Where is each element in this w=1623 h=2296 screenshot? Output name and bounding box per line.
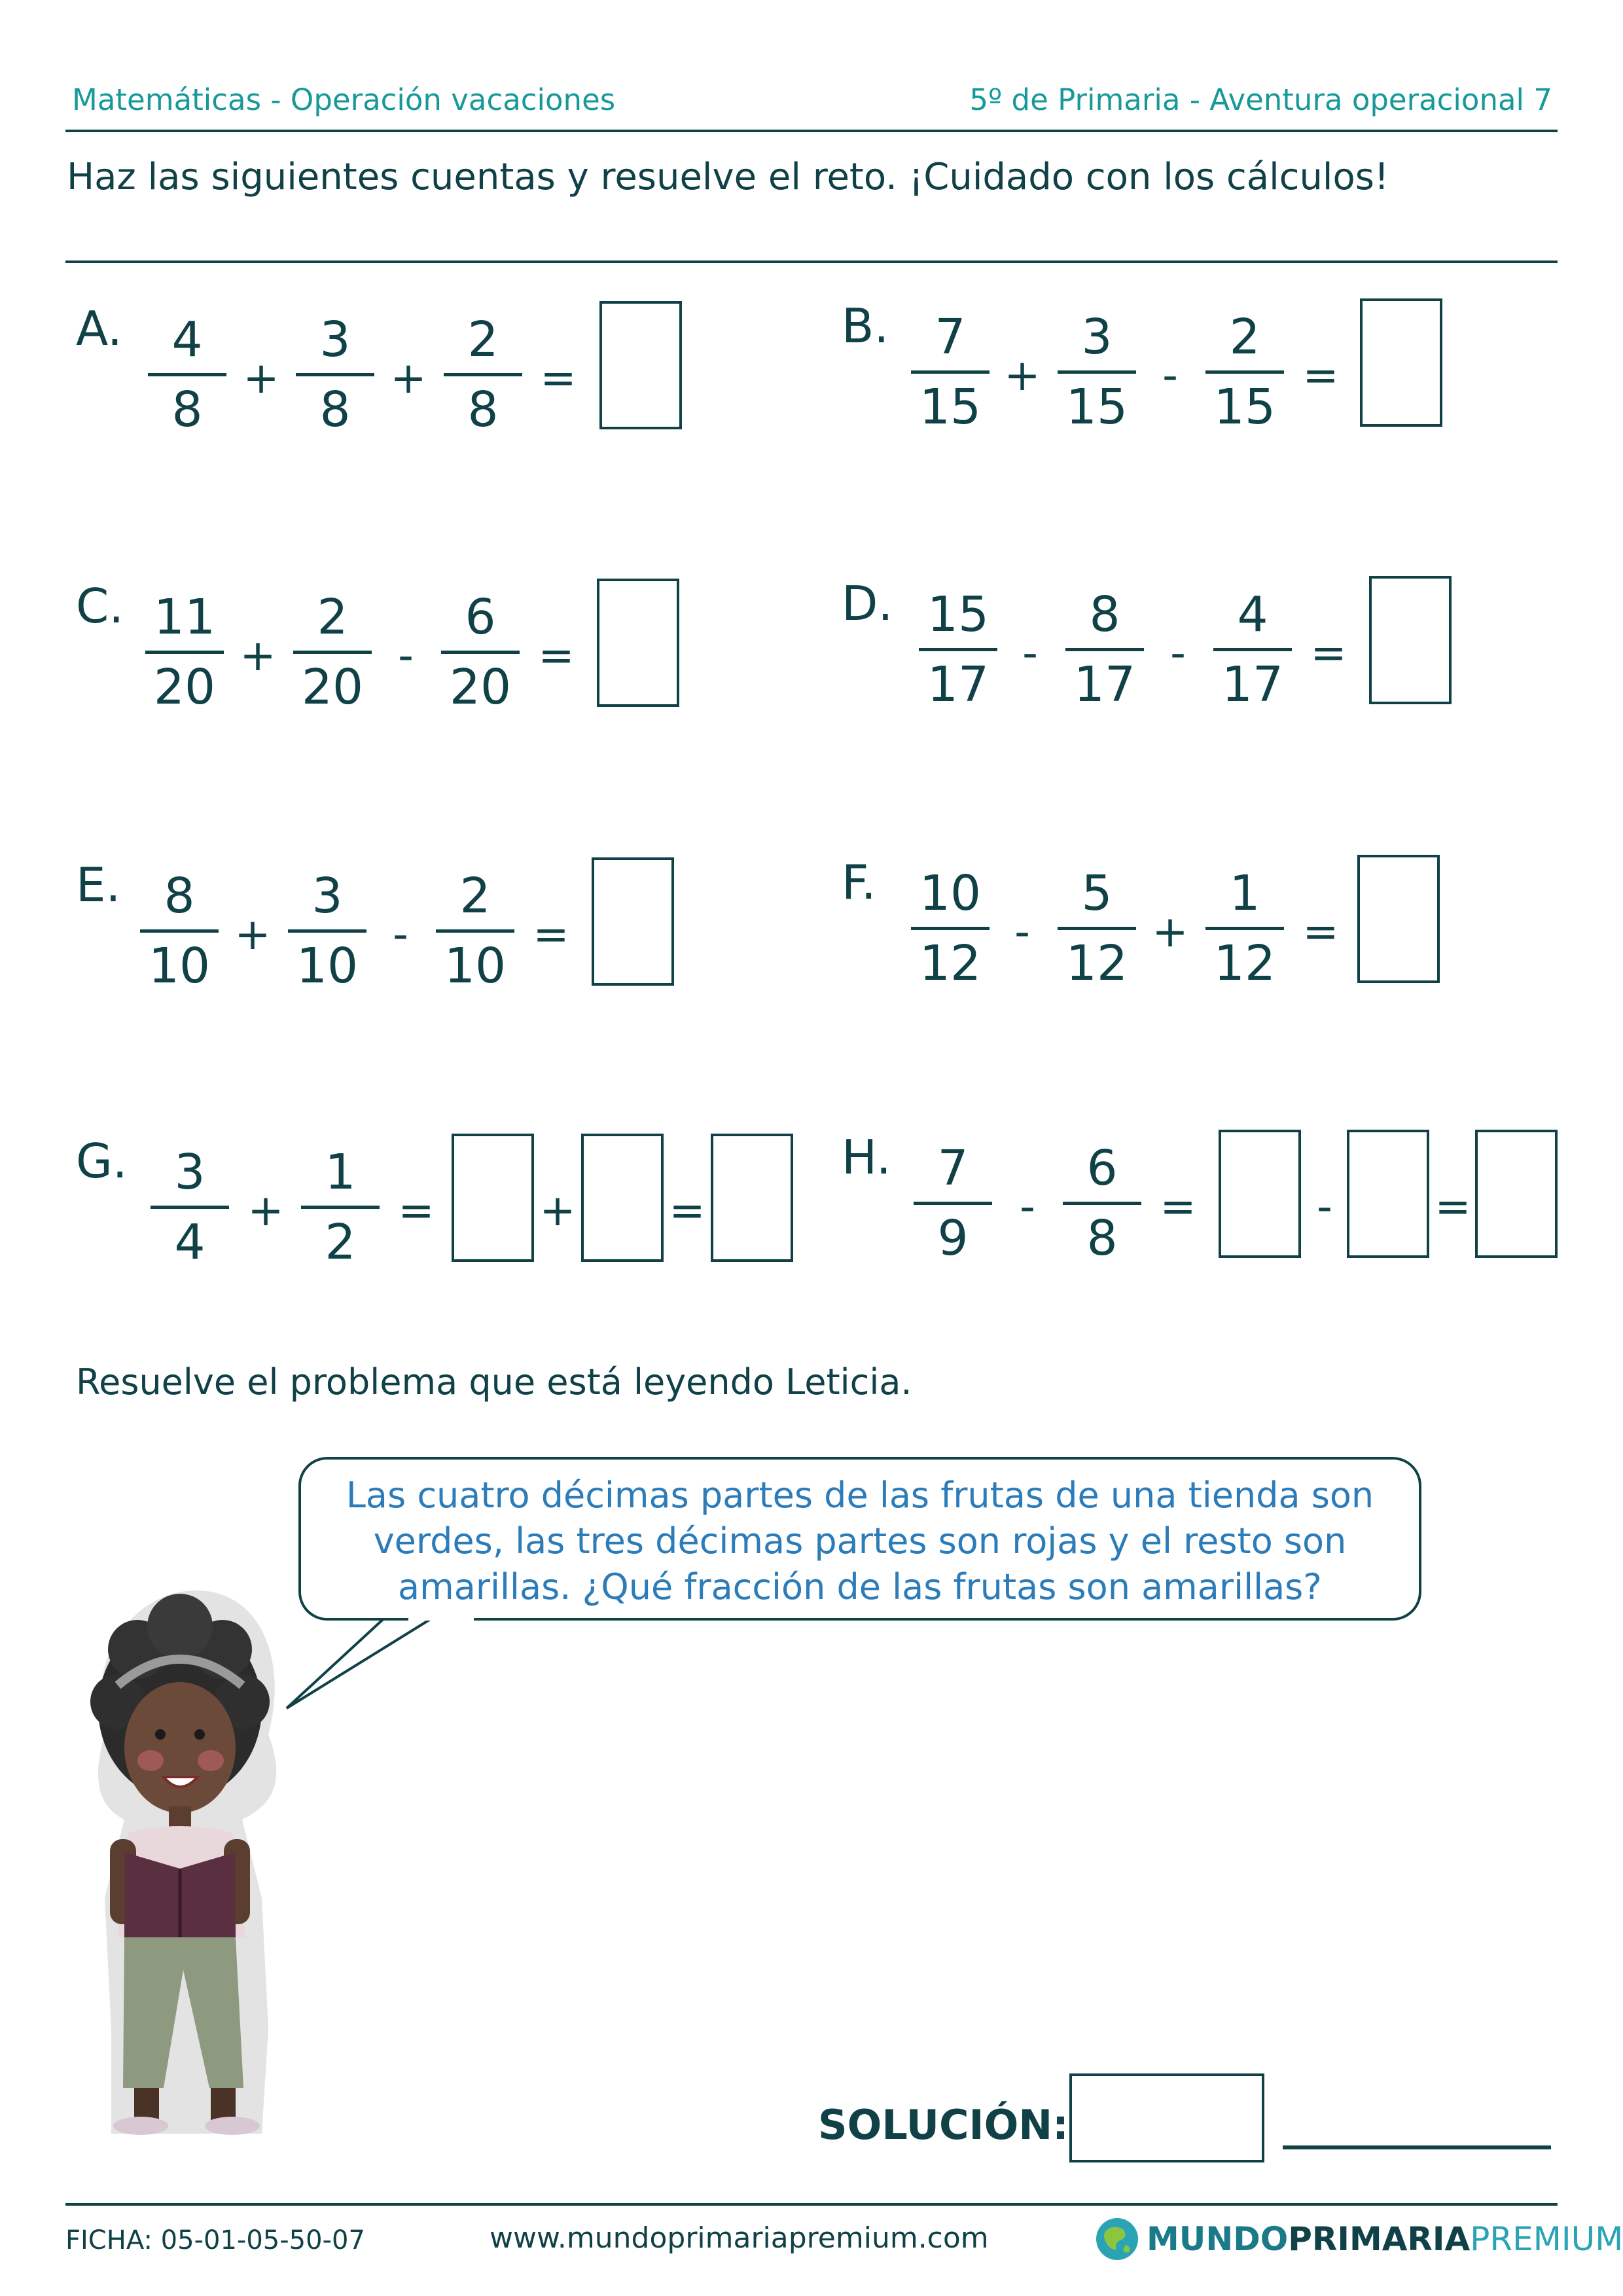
operator: - [1162, 350, 1178, 401]
operator: - [1170, 628, 1186, 678]
fraction: 1 2 [301, 1144, 380, 1270]
operator: - [1317, 1181, 1332, 1232]
operator: - [398, 630, 414, 681]
operator: - [1022, 628, 1038, 678]
answer-box[interactable] [452, 1134, 534, 1262]
equals-sign: = [533, 909, 569, 960]
solution-label: SOLUCIÓN: [818, 2101, 1069, 2149]
exercise-e [76, 857, 704, 1014]
operator: - [1020, 1181, 1035, 1232]
fraction: 2 15 [1205, 309, 1284, 435]
fraction: 3 4 [151, 1144, 229, 1270]
exercise-label: E. [76, 857, 121, 912]
problem-line-3: amarillas. ¿Qué fracción de las frutas son amarillas? [398, 1566, 1322, 1607]
exercise-f [842, 855, 1470, 1012]
operator: + [1004, 350, 1041, 401]
fraction: 4 8 [148, 312, 226, 438]
fraction: 6 20 [441, 589, 520, 715]
equals-sign: = [398, 1185, 435, 1236]
fraction: 2 8 [444, 312, 522, 438]
answer-box[interactable] [1369, 576, 1452, 704]
header-rule [65, 130, 1558, 132]
footer-rule [65, 2203, 1558, 2206]
exercise-g [76, 1134, 802, 1291]
header-left: Matemáticas - Operación vacaciones [72, 82, 616, 117]
answer-box[interactable] [592, 857, 674, 986]
answer-box[interactable] [581, 1134, 664, 1262]
equals-sign: = [1435, 1181, 1471, 1232]
exercise-label: G. [76, 1134, 128, 1189]
bubble-join [408, 1613, 474, 1621]
equals-sign: = [538, 630, 575, 681]
exercise-b [842, 298, 1470, 456]
fraction: 11 20 [145, 589, 224, 715]
operator: + [390, 353, 427, 403]
fraction: 15 17 [919, 586, 997, 713]
exercise-d [842, 576, 1470, 733]
fraction: 8 17 [1065, 586, 1144, 713]
instructions-rule [65, 260, 1558, 263]
operator: - [1014, 906, 1030, 957]
answer-box[interactable] [597, 579, 679, 707]
exercise-label: C. [76, 579, 124, 634]
fraction: 7 9 [914, 1140, 992, 1266]
operator: + [247, 1185, 284, 1236]
answer-box[interactable] [1219, 1130, 1301, 1258]
solution-box[interactable] [1069, 2073, 1264, 2162]
answer-box[interactable] [1357, 855, 1440, 983]
website-url: www.mundoprimariapremium.com [490, 2221, 989, 2255]
equals-sign: = [1310, 628, 1347, 678]
answer-box[interactable] [599, 301, 682, 429]
equals-sign: = [1302, 906, 1339, 957]
exercise-label: H. [842, 1130, 891, 1185]
fraction: 2 20 [293, 589, 372, 715]
operator: - [393, 909, 408, 960]
problem-line-2: verdes, las tres décimas partes son rojas y el resto son [373, 1520, 1347, 1562]
brand-primaria: PRIMARIA [1288, 2220, 1471, 2258]
operator: + [539, 1185, 576, 1236]
globe-logo-icon [1094, 2216, 1140, 2262]
exercise-label: F. [842, 855, 876, 910]
fraction: 7 15 [911, 309, 990, 435]
ficha-code: FICHA: 05-01-05-50-07 [65, 2225, 365, 2255]
instructions: Haz las siguientes cuentas y resuelve el reto. ¡Cuidado con los cálculos! [67, 156, 1389, 198]
exercise-h [842, 1130, 1561, 1287]
brand-mundo: MUNDO [1147, 2220, 1289, 2258]
brand-premium: PREMIUM [1470, 2220, 1623, 2258]
equals-sign: = [1302, 350, 1339, 401]
fraction: 3 10 [288, 868, 366, 994]
fraction: 3 8 [296, 312, 374, 438]
exercise-a [76, 301, 704, 458]
header-right: 5º de Primaria - Aventura operacional 7 [969, 82, 1552, 117]
operator: + [234, 909, 271, 960]
solution-line[interactable] [1283, 2145, 1551, 2149]
answer-box[interactable] [1347, 1130, 1429, 1258]
equals-sign: = [540, 353, 577, 403]
fraction: 10 12 [911, 865, 990, 992]
problem-line-1: Las cuatro décimas partes de las frutas de una tienda son [346, 1475, 1374, 1516]
answer-box[interactable] [1475, 1130, 1558, 1258]
fraction: 8 10 [140, 868, 219, 994]
fraction: 2 10 [436, 868, 514, 994]
brand-wordmark [1147, 2220, 1623, 2258]
operator: + [1152, 906, 1188, 957]
problem-prompt: Resuelve el problema que está leyendo Leticia. [76, 1361, 912, 1403]
operator: + [240, 630, 276, 681]
fraction: 1 12 [1205, 865, 1284, 992]
fraction: 6 8 [1063, 1140, 1141, 1266]
exercise-label: D. [842, 576, 893, 631]
answer-box[interactable] [1360, 298, 1442, 427]
equals-sign: = [1160, 1181, 1196, 1232]
fraction: 4 17 [1213, 586, 1292, 713]
exercise-c [76, 579, 704, 736]
fraction: 5 12 [1058, 865, 1136, 992]
girl-reading-illustration [72, 1571, 308, 2147]
operator: + [243, 353, 279, 403]
fraction: 3 15 [1058, 309, 1136, 435]
equals-sign: = [669, 1185, 705, 1236]
speech-bubble [298, 1457, 1421, 1621]
exercise-label: B. [842, 298, 889, 353]
answer-box[interactable] [711, 1134, 793, 1262]
exercise-label: A. [76, 301, 122, 356]
